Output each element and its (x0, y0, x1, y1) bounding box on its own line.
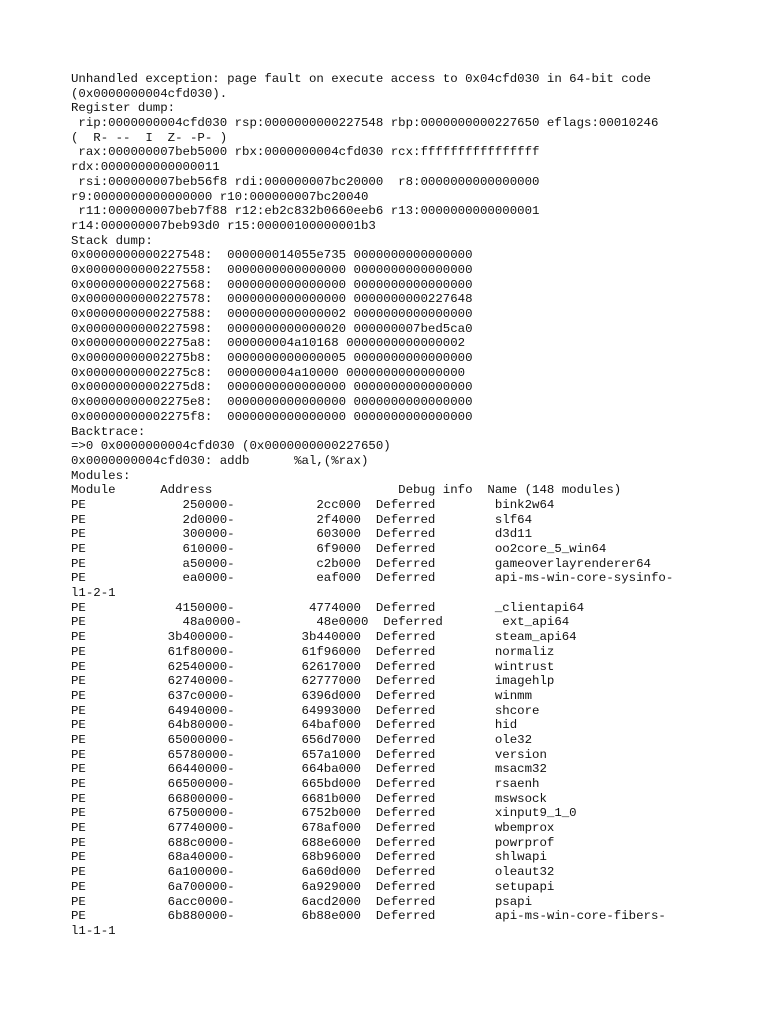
log-line: rdx:0000000000000011 (71, 160, 220, 175)
log-line: Modules: (71, 468, 131, 483)
log-line: 0x00000000002275f8: 0000000000000000 0000000000000000 (71, 409, 473, 424)
log-line: 0x00000000002275c8: 000000004a10000 0000000000000000 (71, 365, 466, 380)
log-line: PE 48a0000- 48e0000 Deferred ext_api64 (71, 615, 570, 630)
log-line: 0x00000000002275b8: 0000000000000005 0000000000000000 (71, 351, 473, 366)
log-line: r14:000000007beb93d0 r15:00000100000001b3 (71, 218, 376, 233)
log-line: rsi:000000007beb56f8 rdi:000000007bc20000 r8:0000000000000000 (71, 174, 540, 189)
log-line: PE 2d0000- 2f4000 Deferred slf64 (71, 512, 533, 527)
log-line: PE 66500000- 665bd000 Deferred rsaenh (71, 777, 540, 791)
log-line: 0x0000000000227588: 0000000000000002 0000000000000000 (71, 307, 473, 321)
log-line: Module Address Debug info Name (148 modules) (71, 483, 622, 498)
log-line: r9:0000000000000000 r10:000000007bc20040 (71, 189, 369, 204)
log-line: PE 6a700000- 6a929000 Deferred setupapi (71, 879, 555, 894)
log-line: 0x0000000000227558: 0000000000000000 0000000000000000 (71, 262, 473, 277)
log-line: Stack dump: (71, 233, 153, 248)
log-line: PE 610000- 6f9000 Deferred oo2core_5_win64 (71, 542, 607, 556)
log-line: ( R- -- I Z- -P- ) (71, 130, 228, 145)
log-line: PE 61f80000- 61f96000 Deferred normaliz (71, 644, 555, 659)
log-line: PE 688c0000- 688e6000 Deferred powrprof (71, 835, 555, 850)
log-line: 0x00000000002275e8: 0000000000000000 0000000000000000 (71, 395, 473, 410)
log-line: Unhandled exception: page fault on execute access to 0x04cfd030 in 64-bit code (71, 72, 651, 86)
log-line: =>0 0x0000000004cfd030 (0x0000000000227650) (71, 439, 391, 454)
log-line: PE 6a100000- 6a60d000 Deferred oleaut32 (71, 865, 555, 880)
log-line: Backtrace: (71, 424, 146, 439)
log-line: 0x0000000004cfd030: addb %al,(%rax) (71, 453, 369, 468)
log-line: PE a50000- c2b000 Deferred gameoverlayrenderer64 (71, 556, 651, 571)
log-line: rax:000000007beb5000 rbx:0000000004cfd030 rcx:ffffffffffffffff (71, 145, 540, 160)
log-line: PE 300000- 603000 Deferred d3d11 (71, 527, 533, 542)
log-line: l1-2-1 (71, 586, 116, 601)
log-line: PE 62540000- 62617000 Deferred wintrust (71, 659, 555, 674)
log-line: r11:000000007beb7f88 r12:eb2c832b0660eeb6 r13:0000000000000001 (71, 204, 540, 219)
log-line: PE 66800000- 6681b000 Deferred mswsock (71, 791, 547, 806)
log-line: PE 65000000- 656d7000 Deferred ole32 (71, 732, 533, 747)
log-line: PE 67500000- 6752b000 Deferred xinput9_1_0 (71, 806, 577, 821)
log-line: PE 67740000- 678af000 Deferred wbemprox (71, 821, 555, 836)
log-line: PE 64b80000- 64baf000 Deferred hid (71, 718, 518, 733)
log-line: 0x00000000002275d8: 0000000000000000 0000000000000000 (71, 380, 473, 395)
log-line: PE 3b400000- 3b440000 Deferred steam_api64 (71, 630, 577, 645)
log-line: 0x00000000002275a8: 000000004a10168 0000000000000002 (71, 336, 466, 351)
log-line: 0x0000000000227578: 0000000000000000 0000000000227648 (71, 292, 473, 307)
log-line: 0x0000000000227568: 0000000000000000 0000000000000000 (71, 277, 473, 292)
log-line: (0x0000000004cfd030). (71, 86, 228, 101)
log-line: 0x0000000000227548: 000000014055e735 0000000000000000 (71, 248, 473, 263)
log-line: PE 6acc0000- 6acd2000 Deferred psapi (71, 894, 533, 909)
log-line: PE 250000- 2cc000 Deferred bink2w64 (71, 497, 555, 512)
log-line: Register dump: (71, 101, 176, 116)
log-line: PE 637c0000- 6396d000 Deferred winmm (71, 688, 533, 703)
log-line: 0x0000000000227598: 0000000000000020 000000007bed5ca0 (71, 321, 473, 336)
log-line: PE 68a40000- 68b96000 Deferred shlwapi (71, 850, 547, 865)
log-line: PE 4150000- 4774000 Deferred _clientapi64 (71, 600, 585, 615)
log-line: PE 65780000- 657a1000 Deferred version (71, 747, 547, 762)
crash-log-text (71, 72, 673, 939)
log-line: PE 64940000- 64993000 Deferred shcore (71, 703, 540, 718)
log-line: PE 62740000- 62777000 Deferred imagehlp (71, 674, 555, 689)
log-line: PE 6b880000- 6b88e000 Deferred api-ms-win-core-fibers- (71, 909, 666, 924)
log-line: rip:0000000004cfd030 rsp:0000000000227548 rbp:0000000000227650 eflags:00010246 (71, 116, 659, 131)
log-line: PE 66440000- 664ba000 Deferred msacm32 (71, 762, 547, 777)
log-line: l1-1-1 (71, 923, 116, 938)
log-line: PE ea0000- eaf000 Deferred api-ms-win-core-sysinfo- (71, 571, 674, 586)
